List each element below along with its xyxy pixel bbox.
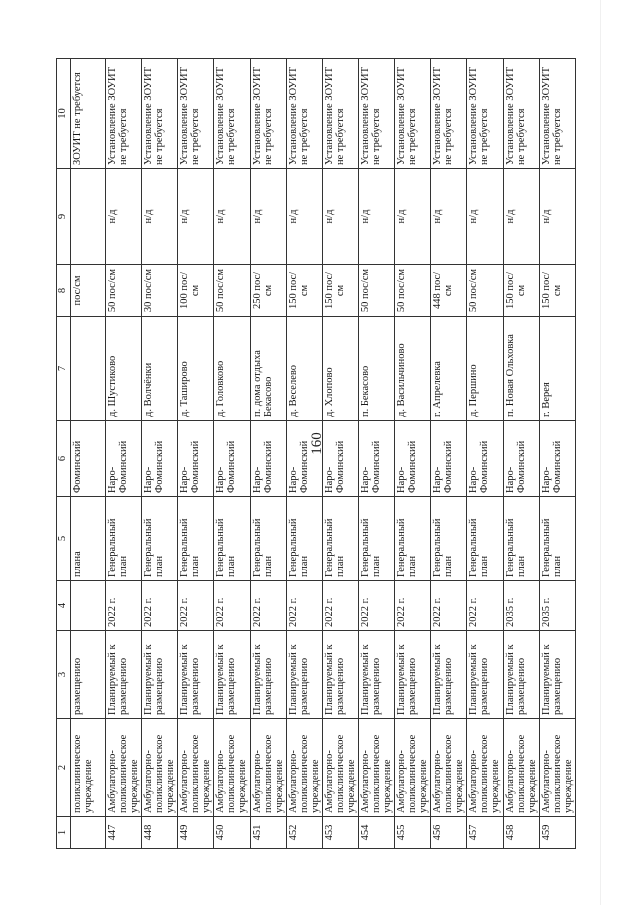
table-cell: 150 пос/см xyxy=(286,265,322,317)
table-cell: п. дома отдыха Бекасово xyxy=(250,317,286,421)
table-cell: Амбулаторно-поликлиническое учреждение xyxy=(322,719,358,817)
table-cell: Наро-Фоминский xyxy=(250,421,286,497)
table-cell: Генеральный план xyxy=(503,497,539,581)
table-cell: Установление ЗОУИТ не требуется xyxy=(539,59,575,169)
table-cell: Генеральный план xyxy=(178,497,214,581)
table-cell: н/д xyxy=(142,169,178,265)
table-row xyxy=(503,59,539,849)
table-cell: 2022 г. xyxy=(358,581,394,631)
table-cell: 50 пос/см xyxy=(395,265,431,317)
header-cell: 10 xyxy=(57,59,71,169)
table-cell: 150 пос/см xyxy=(503,265,539,317)
carryover-cell xyxy=(71,317,106,421)
table-cell: 2022 г. xyxy=(214,581,250,631)
table-cell: Планируемый к размещению xyxy=(286,631,322,719)
table-row xyxy=(106,59,142,849)
table-cell: Планируемый к размещению xyxy=(395,631,431,719)
header-cell: 3 xyxy=(57,631,71,719)
table-row xyxy=(358,59,394,849)
table-cell: Наро-Фоминский xyxy=(178,421,214,497)
table-cell: Амбулаторно-поликлиническое учреждение xyxy=(250,719,286,817)
table-cell: Наро-Фоминский xyxy=(142,421,178,497)
table-cell: н/д xyxy=(214,169,250,265)
table-cell: Наро-Фоминский xyxy=(358,421,394,497)
table-cell: 451 xyxy=(250,817,286,849)
table-cell: н/д xyxy=(358,169,394,265)
table-cell: 50 пос/см xyxy=(467,265,503,317)
table-cell: Установление ЗОУИТ не требуется xyxy=(467,59,503,169)
table-cell: Генеральный план xyxy=(539,497,575,581)
facilities-table xyxy=(56,58,576,849)
table-cell: Генеральный план xyxy=(358,497,394,581)
table-cell: Установление ЗОУИТ не требуется xyxy=(250,59,286,169)
table-cell: н/д xyxy=(431,169,467,265)
table-cell: Генеральный план xyxy=(214,497,250,581)
header-cell: 4 xyxy=(57,581,71,631)
table-cell: 2022 г. xyxy=(467,581,503,631)
table-cell: Генеральный план xyxy=(431,497,467,581)
table-cell: Установление ЗОУИТ не требуется xyxy=(214,59,250,169)
table-cell: Амбулаторно-поликлиническое учреждение xyxy=(395,719,431,817)
table-cell: Планируемый к размещению xyxy=(322,631,358,719)
table-cell: 2035 г. xyxy=(539,581,575,631)
table-cell: д. Васильчиново xyxy=(395,317,431,421)
table-cell: 453 xyxy=(322,817,358,849)
header-cell: 9 xyxy=(57,169,71,265)
table-row xyxy=(214,59,250,849)
page-edge-shadow xyxy=(600,0,601,905)
table-cell: 2022 г. xyxy=(286,581,322,631)
table-cell: 150 пос/см xyxy=(322,265,358,317)
table-cell: Генеральный план xyxy=(250,497,286,581)
rotated-table-wrapper xyxy=(56,59,576,849)
table-row xyxy=(395,59,431,849)
table-cell: Наро-Фоминский xyxy=(286,421,322,497)
table-cell: 2022 г. xyxy=(431,581,467,631)
carryover-row xyxy=(71,59,106,849)
table-cell: Амбулаторно-поликлиническое учреждение xyxy=(178,719,214,817)
table-cell: Наро-Фоминский xyxy=(467,421,503,497)
table-cell: д. Першино xyxy=(467,317,503,421)
table-cell: д. Шустиково xyxy=(106,317,142,421)
table-cell: н/д xyxy=(539,169,575,265)
table-cell: н/д xyxy=(395,169,431,265)
table-cell: Амбулаторно-поликлиническое учреждение xyxy=(214,719,250,817)
table-cell: Амбулаторно-поликлиническое учреждение xyxy=(142,719,178,817)
table-cell: 50 пос/см xyxy=(106,265,142,317)
table-cell: н/д xyxy=(467,169,503,265)
table-cell: Планируемый к размещению xyxy=(142,631,178,719)
carryover-cell: пос/см xyxy=(71,265,106,317)
table-cell: Амбулаторно-поликлиническое учреждение xyxy=(431,719,467,817)
table-cell: 2035 г. xyxy=(503,581,539,631)
table-cell: п. Бекасово xyxy=(358,317,394,421)
header-row xyxy=(57,59,71,849)
table-cell: Амбулаторно-поликлиническое учреждение xyxy=(503,719,539,817)
table-cell: Планируемый к размещению xyxy=(250,631,286,719)
table-row xyxy=(286,59,322,849)
table-cell: д. Хлопово xyxy=(322,317,358,421)
table-cell: 2022 г. xyxy=(322,581,358,631)
table-cell: д. Веселево xyxy=(286,317,322,421)
table-cell: Планируемый к размещению xyxy=(539,631,575,719)
table-cell: 457 xyxy=(467,817,503,849)
table-row xyxy=(539,59,575,849)
table-cell: Амбулаторно-поликлиническое учреждение xyxy=(358,719,394,817)
table-cell: Генеральный план xyxy=(106,497,142,581)
table-cell: 2022 г. xyxy=(106,581,142,631)
table-cell: Наро-Фоминский xyxy=(503,421,539,497)
header-cell: 5 xyxy=(57,497,71,581)
table-cell: г. Верея xyxy=(539,317,575,421)
table-cell: Амбулаторно-поликлиническое учреждение xyxy=(467,719,503,817)
table-cell: 100 пос/см xyxy=(178,265,214,317)
table-cell: Установление ЗОУИТ не требуется xyxy=(395,59,431,169)
carryover-cell: плана xyxy=(71,497,106,581)
table-cell: Генеральный план xyxy=(286,497,322,581)
table-cell: н/д xyxy=(250,169,286,265)
table-cell: Установление ЗОУИТ не требуется xyxy=(503,59,539,169)
table-cell: н/д xyxy=(286,169,322,265)
table-cell: 2022 г. xyxy=(178,581,214,631)
table-cell: Наро-Фоминский xyxy=(106,421,142,497)
table-cell: г. Апрелевка xyxy=(431,317,467,421)
table-cell: Установление ЗОУИТ не требуется xyxy=(106,59,142,169)
table-cell: Наро-Фоминский xyxy=(214,421,250,497)
header-cell: 1 xyxy=(57,817,71,849)
table-cell: Планируемый к размещению xyxy=(178,631,214,719)
table-cell: п. Новая Ольховка xyxy=(503,317,539,421)
table-cell: 449 xyxy=(178,817,214,849)
table-cell: 454 xyxy=(358,817,394,849)
carryover-cell xyxy=(71,581,106,631)
table-cell: Генеральный план xyxy=(395,497,431,581)
table-cell: Амбулаторно-поликлиническое учреждение xyxy=(106,719,142,817)
carryover-cell: поликлиническое учреждение xyxy=(71,719,106,817)
carryover-cell xyxy=(71,169,106,265)
header-cell: 2 xyxy=(57,719,71,817)
table-cell: 2022 г. xyxy=(395,581,431,631)
table-row xyxy=(142,59,178,849)
carryover-cell: размещению xyxy=(71,631,106,719)
table-cell: 450 xyxy=(214,817,250,849)
table-row xyxy=(322,59,358,849)
carryover-cell: ЗОУИТ не требуется xyxy=(71,59,106,169)
table-cell: 250 пос/см xyxy=(250,265,286,317)
table-cell: Генеральный план xyxy=(322,497,358,581)
table-cell: 458 xyxy=(503,817,539,849)
table-row xyxy=(431,59,467,849)
page-number: 160 xyxy=(308,432,325,455)
table-cell: Наро-Фоминский xyxy=(395,421,431,497)
carryover-cell xyxy=(71,817,106,849)
table-cell: Установление ЗОУИТ не требуется xyxy=(286,59,322,169)
table-cell: Планируемый к размещению xyxy=(503,631,539,719)
table-cell: Планируемый к размещению xyxy=(431,631,467,719)
table-cell: Планируемый к размещению xyxy=(106,631,142,719)
table-cell: Установление ЗОУИТ не требуется xyxy=(142,59,178,169)
table-cell: н/д xyxy=(178,169,214,265)
table-cell: н/д xyxy=(106,169,142,265)
table-cell: Планируемый к размещению xyxy=(214,631,250,719)
table-cell: 30 пос/см xyxy=(142,265,178,317)
carryover-cell: Фоминский xyxy=(71,421,106,497)
table-cell: 50 пос/см xyxy=(214,265,250,317)
table-cell: 452 xyxy=(286,817,322,849)
table-cell: Установление ЗОУИТ не требуется xyxy=(431,59,467,169)
table-cell: н/д xyxy=(503,169,539,265)
table-cell: 448 пос/см xyxy=(431,265,467,317)
table-cell: 2022 г. xyxy=(250,581,286,631)
table-row xyxy=(250,59,286,849)
table-cell: Наро-Фоминский xyxy=(322,421,358,497)
header-cell: 8 xyxy=(57,265,71,317)
table-cell: д. Таширово xyxy=(178,317,214,421)
table-body xyxy=(57,59,576,849)
table-cell: д. Головково xyxy=(214,317,250,421)
table-cell: 455 xyxy=(395,817,431,849)
table-cell: Планируемый к размещению xyxy=(467,631,503,719)
table-cell: 456 xyxy=(431,817,467,849)
header-cell: 7 xyxy=(57,317,71,421)
table-cell: Наро-Фоминский xyxy=(539,421,575,497)
table-cell: Генеральный план xyxy=(467,497,503,581)
table-cell: 447 xyxy=(106,817,142,849)
table-cell: Генеральный план xyxy=(142,497,178,581)
table-row xyxy=(467,59,503,849)
table-cell: 459 xyxy=(539,817,575,849)
table-cell: Амбулаторно-поликлиническое учреждение xyxy=(286,719,322,817)
header-cell: 6 xyxy=(57,421,71,497)
table-row xyxy=(178,59,214,849)
table-cell: д. Волчёнки xyxy=(142,317,178,421)
table-cell: 2022 г. xyxy=(142,581,178,631)
table-cell: Планируемый к размещению xyxy=(358,631,394,719)
table-cell: 448 xyxy=(142,817,178,849)
table-cell: Установление ЗОУИТ не требуется xyxy=(358,59,394,169)
table-cell: 50 пос/см xyxy=(358,265,394,317)
table-cell: н/д xyxy=(322,169,358,265)
table-cell: Наро-Фоминский xyxy=(431,421,467,497)
table-cell: Амбулаторно-поликлиническое учреждение xyxy=(539,719,575,817)
table-cell: Установление ЗОУИТ не требуется xyxy=(178,59,214,169)
table-cell: 150 пос/см xyxy=(539,265,575,317)
table-cell: Установление ЗОУИТ не требуется xyxy=(322,59,358,169)
